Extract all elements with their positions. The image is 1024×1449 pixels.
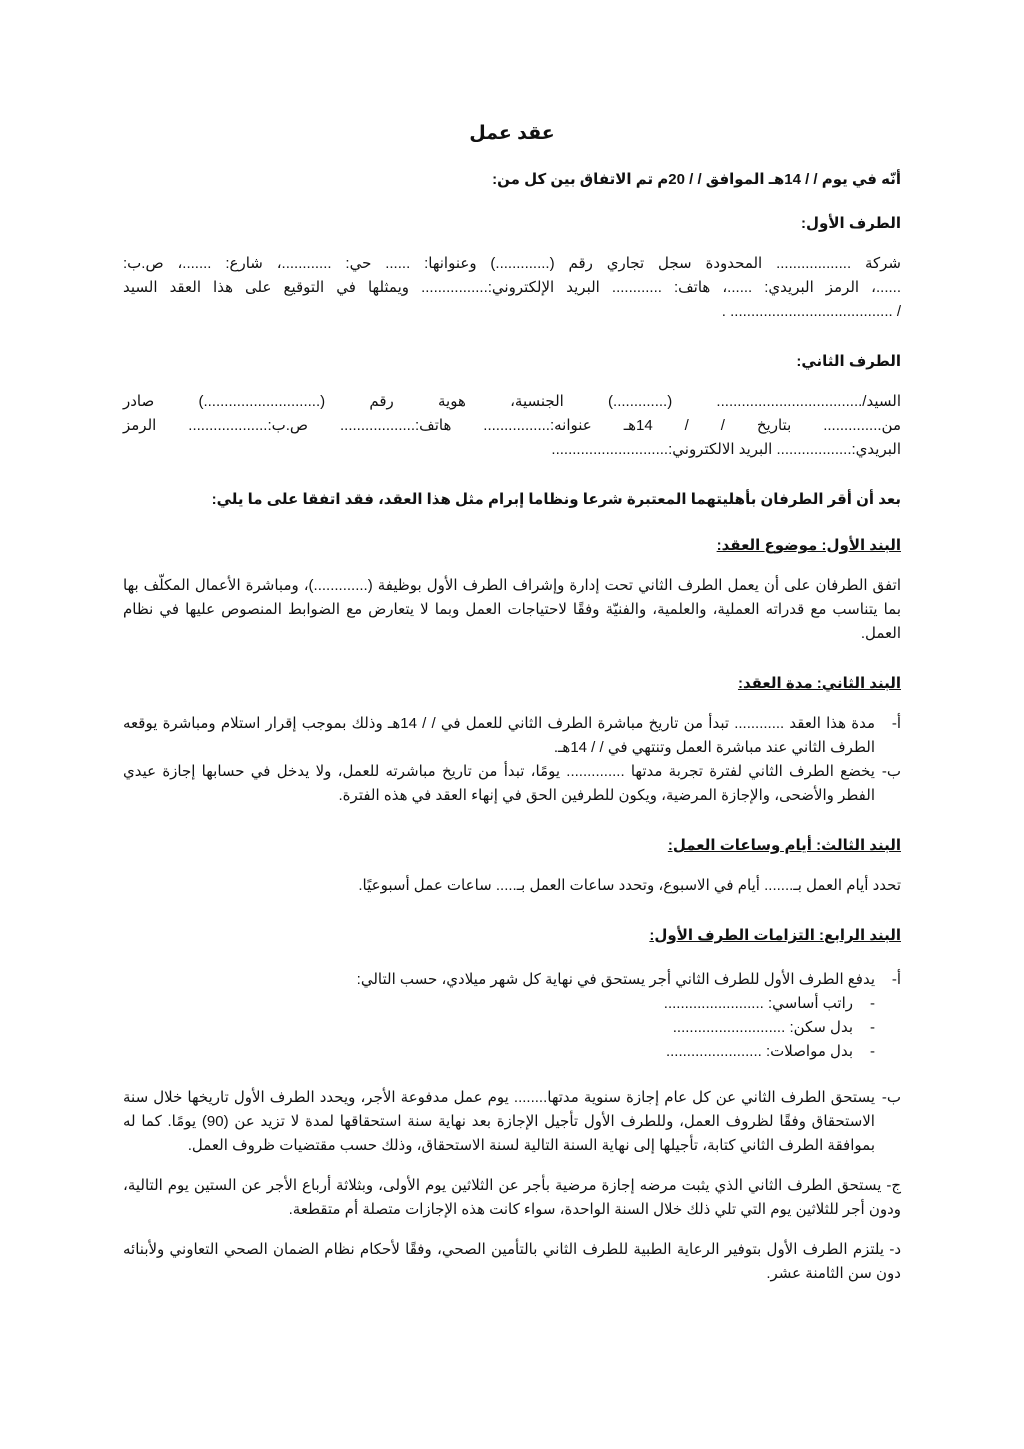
party-two-line: البريدي:.................. البريد الالكتروني:............................ [551,441,901,458]
clause-four-heading: البند الرابع: التزامات الطرف الأول: [649,927,901,944]
clause-two-heading: البند الثاني: مدة العقد: [737,675,901,692]
list-item-text: بدل مواصلات: ....................... [665,1043,853,1060]
list-item [123,1040,875,1064]
list-marker: أ- [891,971,901,988]
party-two-line: السيد/................................... (.............) الجنسية، هوية رقم (............................) صادر [123,393,901,410]
list-marker: أ- [891,715,901,732]
party-one-line: شركة .................. المحدودة سجل تجاري رقم (.............) وعنوانها: ...... حي: ............، شارع: .......، ص.ب: [123,255,901,272]
party-one-heading: الطرف الأول: [801,215,901,232]
salary-breakdown-list [123,992,901,1064]
list-marker: ب- [881,1089,901,1106]
list-item-text: يخضع الطرف الثاني لفترة تجربة مدتها .............. يومًا، تبدأ من تاريخ مباشرته للعمل، ولا يدخل في حسابها إجازة عيدي الفطر والأضحى، والإجازة المرضية، ويكون للطرفين الحق في إنهاء العقد في هذه الفترة. [123,763,875,804]
party-one-section [123,212,901,324]
clause-two-section [123,672,901,808]
list-item [123,760,901,808]
clause-one-heading: البند الأول: موضوع العقد: [716,537,901,554]
preamble: بعد أن أقر الطرفان بأهليتهما المعتبرة شرعا ونظاما إبرام مثل هذا العقد، فقد اتفقا على ما يلي: [211,491,901,508]
list-item [123,968,901,992]
party-one-line: / ....................................... . [721,303,901,320]
clause-three-heading: البند الثالث: أيام وساعات العمل: [667,837,901,854]
list-marker: ب- [881,763,901,780]
list-item [123,1016,875,1040]
party-two-line: من.............. بتاريخ / / 14هـ عنوانه:................ هاتف:.................. ص.ب:................... الرمز [123,417,901,434]
list-item-text: يدفع الطرف الأول للطرف الثاني أجر يستحق في نهاية كل شهر ميلادي، حسب التالي: [356,971,875,988]
clause-three-section [123,834,901,898]
list-marker: - [870,1019,875,1036]
party-two-heading: الطرف الثاني: [796,353,901,370]
clause-one-text: اتفق الطرفان على أن يعمل الطرف الثاني تحت إدارة وإشراف الطرف الأول بوظيفة (.............)، ومباشرة الأعمال المكلّف بها بما يتناسب مع قدراته العملية، والعلمية، والفنيّة وفقًا لاحتياجات العمل وبما لا يتعارض مع الضوابط المنصوص عليها في نظام العمل. [123,577,901,642]
list-item [123,712,901,760]
list-item [123,1086,901,1158]
list-item [123,992,875,1016]
document-title: عقد عمل [469,123,555,144]
annual-sick-leave-text: ج- يستحق الطرف الثاني الذي يثبت مرضه إجازة مرضية بأجر عن الثلاثين يوم الأولى، وبثلاثة أرباع الأجر عن الستين يوم التالية، ودون أجر للثلاثين يوم التي تلي ذلك خلال السنة الواحدة، سواء كانت هذه الإجازات متصلة أم متقطعة. [123,1177,901,1218]
clause-four-section [123,924,901,1286]
party-two-section [123,350,901,462]
list-marker: - [870,995,875,1012]
list-item-text: بدل سكن: ........................... [672,1019,853,1036]
intro-statement: أنّه في يوم / / 14هـ الموافق / / 20م تم الاتفاق بين كل من: [492,171,901,188]
list-item-text: يستحق الطرف الثاني عن كل عام إجازة سنوية مدتها........ يوم عمل مدفوعة الأجر، ويحدد الطرف الأول تاريخها خلال سنة الاستحقاق وفقًا لظروف العمل، وللطرف الأول تأجيل الإجازة بعد نهاية سنة استحقاقها لمدة لا تزيد عن (90) يومًا. كما له بموافقة الطرف الثاني كتابة، تأجيلها إلى نهاية السنة التالية لسنة الاستحقاق، وذلك حسب مقتضيات ظروف العمل. [123,1089,875,1154]
clause-three-text: تحدد أيام العمل بـ....... أيام في الاسبوع، وتحدد ساعات العمل بـ..... ساعات عمل أسبوعيًا. [358,877,901,894]
party-one-line: ......، الرمز البريدي: ......، هاتف: ............ البريد الإلكتروني:................ ويمثلها في التوقيع على هذا العقد السيد [123,279,901,296]
list-marker: - [870,1043,875,1060]
list-item-text: راتب أساسي: ........................ [663,995,853,1012]
list-item-text: مدة هذا العقد ............ تبدأ من تاريخ مباشرة الطرف الثاني للعمل في / / 14هـ وذلك بموجب إقرار استلام ومباشرة يوقعه الطرف الثاني عند مباشرة العمل وتنتهي في / / 14هـ. [123,715,875,756]
medical-care-text: د- يلتزم الطرف الأول بتوفير الرعاية الطبية للطرف الثاني بالتأمين الصحي، وفقًا لأحكام نظام الضمان الصحي التعاوني ولأبنائه دون سن الثامنة عشر. [123,1241,901,1282]
clause-one-section [123,534,901,646]
